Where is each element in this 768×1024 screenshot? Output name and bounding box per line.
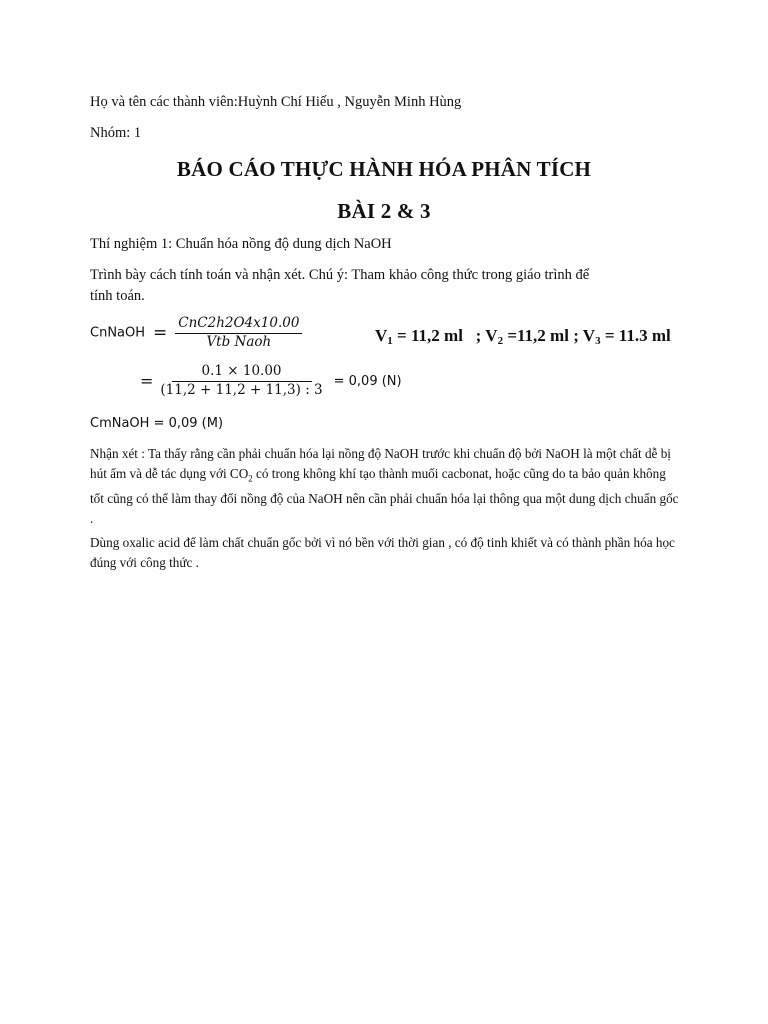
formula-lhs: CnNaOH: [90, 325, 146, 341]
remark-text-2: có trong không khí tạo thành muối cacbonat, hoặc cũng do ta bảo quản không tốt cũng có thể làm thay đổi nồng độ của NaOH nên cần phải chuẩn hóa lại thông qua một dung dịch chuẩn gốc .: [90, 466, 679, 526]
formula-fraction-2: [157, 364, 325, 398]
formula-row-1: [90, 316, 302, 350]
fraction-2-denominator: (11,2 + 11,2 + 11,3) : 3: [160, 381, 323, 398]
instruction-line-2: tính toán.: [90, 288, 145, 304]
fraction-1-denominator: Vtb Naoh: [206, 333, 272, 350]
formula-equals-2: =: [140, 371, 154, 391]
v2-value: =11,2 ml ; V: [503, 326, 596, 345]
formula-equals: =: [153, 323, 168, 344]
report-title: BÁO CÁO THỰC HÀNH HÓA PHÂN TÍCH: [176, 157, 592, 181]
instruction-line-1: Trình bày cách tính toán và nhận xét. Chú ý: Tham khảo công thức trong giáo trình để: [90, 267, 590, 283]
formula-fraction-1: [175, 316, 302, 350]
v2-sub: 2: [497, 335, 504, 347]
formula-row-2: [140, 364, 402, 398]
v1-value: = 11,2 ml: [392, 326, 463, 345]
v3-value: = 11.3 ml: [600, 326, 671, 345]
remark-text-1: Nhận xét : Ta thấy rằng cần phải chuẩn hóa lại nồng độ NaOH trước khi chuẩn độ bởi NaOH là một chất dễ bị hút ẩm và dễ tác dụng với CO: [90, 446, 671, 481]
experiment-heading: Thí nghiệm 1: Chuẩn hóa nồng độ dung dịch NaOH: [90, 236, 392, 252]
v1-label: V: [375, 326, 388, 345]
remark-paragraph: [90, 444, 682, 529]
fraction-1-numerator: CnC2h2O4x10.00: [175, 316, 302, 334]
molarity-line: CmNaOH = 0,09 (M): [90, 416, 224, 431]
group-line: Nhóm: 1: [90, 125, 142, 141]
v1-sub: 1: [387, 335, 393, 347]
members-line: Họ và tên các thành viên:Huỳnh Chí Hiếu , Nguyễn Minh Hùng: [90, 94, 462, 110]
v2-label: ; V: [475, 326, 498, 345]
lesson-title: BÀI 2 & 3: [337, 199, 431, 223]
volumes-line: [375, 326, 671, 347]
formula-result: = 0,09 (N): [333, 373, 402, 389]
v3-sub: 3: [595, 335, 601, 347]
fraction-2-numerator: 0.1 × 10.00: [172, 364, 312, 382]
oxalic-note-paragraph: Dùng oxalic acid để làm chất chuẩn gốc bởi vì nó bền với thời gian , có độ tinh khiết và có thành phần hóa học đúng với công thức .: [90, 535, 675, 570]
co2-subscript: 2: [248, 473, 253, 484]
